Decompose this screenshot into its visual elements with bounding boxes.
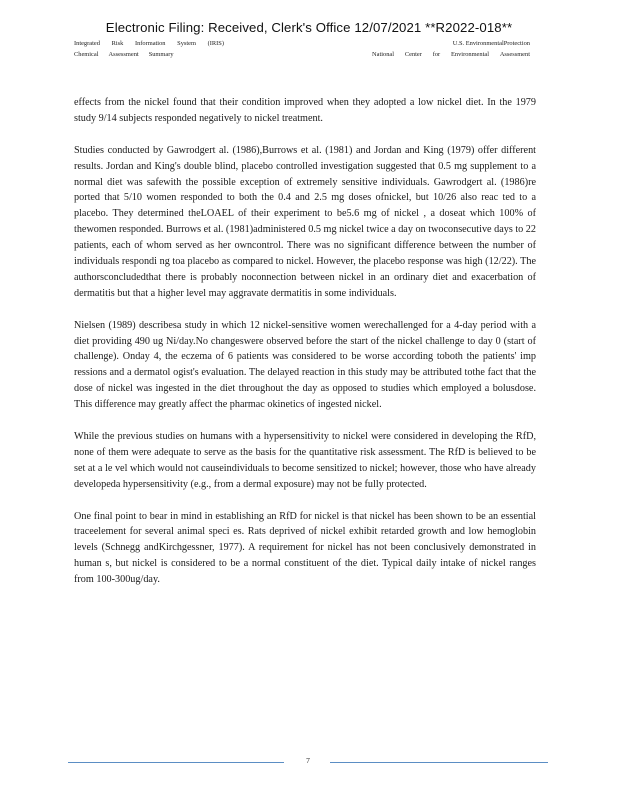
header-word: Assessment	[108, 51, 139, 58]
header-right-line2	[372, 49, 530, 60]
header-word: Center	[404, 51, 422, 58]
footer-rule-left	[68, 762, 284, 763]
header-left	[74, 38, 224, 60]
header-word: Assessment	[499, 51, 530, 58]
header-left-line1	[74, 38, 224, 49]
paragraph: Studies conducted by Gawrodgert al. (1986),Burrows et al. (1981) and Jordan and King (1979) offer different results. Jordan and King's double blind, placebo controlled investigation suggested that 0.5 mg supplement to a normal diet was safewith the possible exception of extremely sensitive individuals. Gawrodgert al. (1986)re ported that 5/10 women responded to both the 0.4 and 2.5 mg doses ofnickel, but 10/26 also reac ted to a placebo. They determined theLOAEL of their experiment to be5.6 mg of nickel , a doseat which 100% of thewomen responded. Burrows et al. (1981)administered 0.5 mg nickel twice a day on twoconsecutive days to 22 patients, each of whom served as her owncontrol. There was no significant difference between the number of individuals respondi ng toa placebo as compared to nickel. However, the placebo response was high (12/22). The authorsconcludedthat there is probably noconnection between nickel in an ordinary diet and exacerbation of dermatitis but that a higher level may aggravate dermatitis in some individuals.	[74, 144, 536, 299]
header-right-line1	[372, 38, 530, 49]
paragraph: Nielsen (1989) describesa study in which 12 nickel-sensitive women werechallenged for a 4-day period with a diet providing 490 ug Ni/day.No changeswere observed before the start of the nickel challenge to day 0 (start of challenge). Onday 4, the eczema of 6 patients was considered to be worse according toboth the patients' imp ressions and a dermatol ogist's evaluation. The delayed reaction in this study may be attributed tothe fact that the dose of nickel was ingested in the diet throughout the day as opposed to studies which employed a bolusdose. This difference may greatly affect the pharmac okinetics of ingested nickel.	[74, 319, 536, 411]
header-word: System	[177, 40, 196, 47]
header-word: (IRIS)	[207, 40, 224, 47]
header-word: Risk	[111, 40, 124, 47]
header-word: National	[372, 51, 395, 58]
paragraph: effects from the nickel found that their condition improved when they adopted a low nickel diet. In the 1979 study 9/14 subjects responded negatively to nickel treatment.	[74, 97, 536, 124]
paragraph: One final point to bear in mind in establishing an RfD for nickel is that nickel has been shown to be an essential traceelement for several animal speci es. Rats deprived of nickel exhibit retarded growth and low hemoglobin levels (Schnegg andKirchgessner, 1977). A requirement for nickel has not been conclusively demonstrated in human s, but nickel is considered to be a normal constituent of the diet. Typical daily intake of nickel ranges from 100-300ug/day.	[74, 510, 536, 586]
footer-rule-right	[330, 762, 548, 763]
filing-stamp: Electronic Filing: Received, Clerk's Office 12/07/2021 **R2022-018**	[105, 20, 513, 35]
page-number: 7	[306, 756, 310, 765]
header-left-line2	[74, 49, 224, 60]
header-word: Environmental	[451, 51, 489, 58]
body-text	[74, 95, 536, 604]
header-word: Summary	[148, 51, 174, 58]
header-word: Information	[134, 40, 166, 47]
header-word: Integrated	[74, 40, 100, 47]
paragraph: While the previous studies on humans with a hypersensitivity to nickel were considered in developing the RfD, none of them were adequate to serve as the basis for the quantitative risk assessment. The RfD is believed to be set at a le vel which would not causeindividuals to become sensitized to nickel; however, those who have already developeda hypersensitivity (e.g., from a dermal exposure) may not be fully protected.	[74, 430, 536, 490]
header-agency: U.S. EnvironmentalProtection	[452, 40, 530, 47]
header-word: for	[432, 51, 441, 58]
header-right	[372, 38, 530, 60]
header-word: Chemical	[74, 51, 99, 58]
